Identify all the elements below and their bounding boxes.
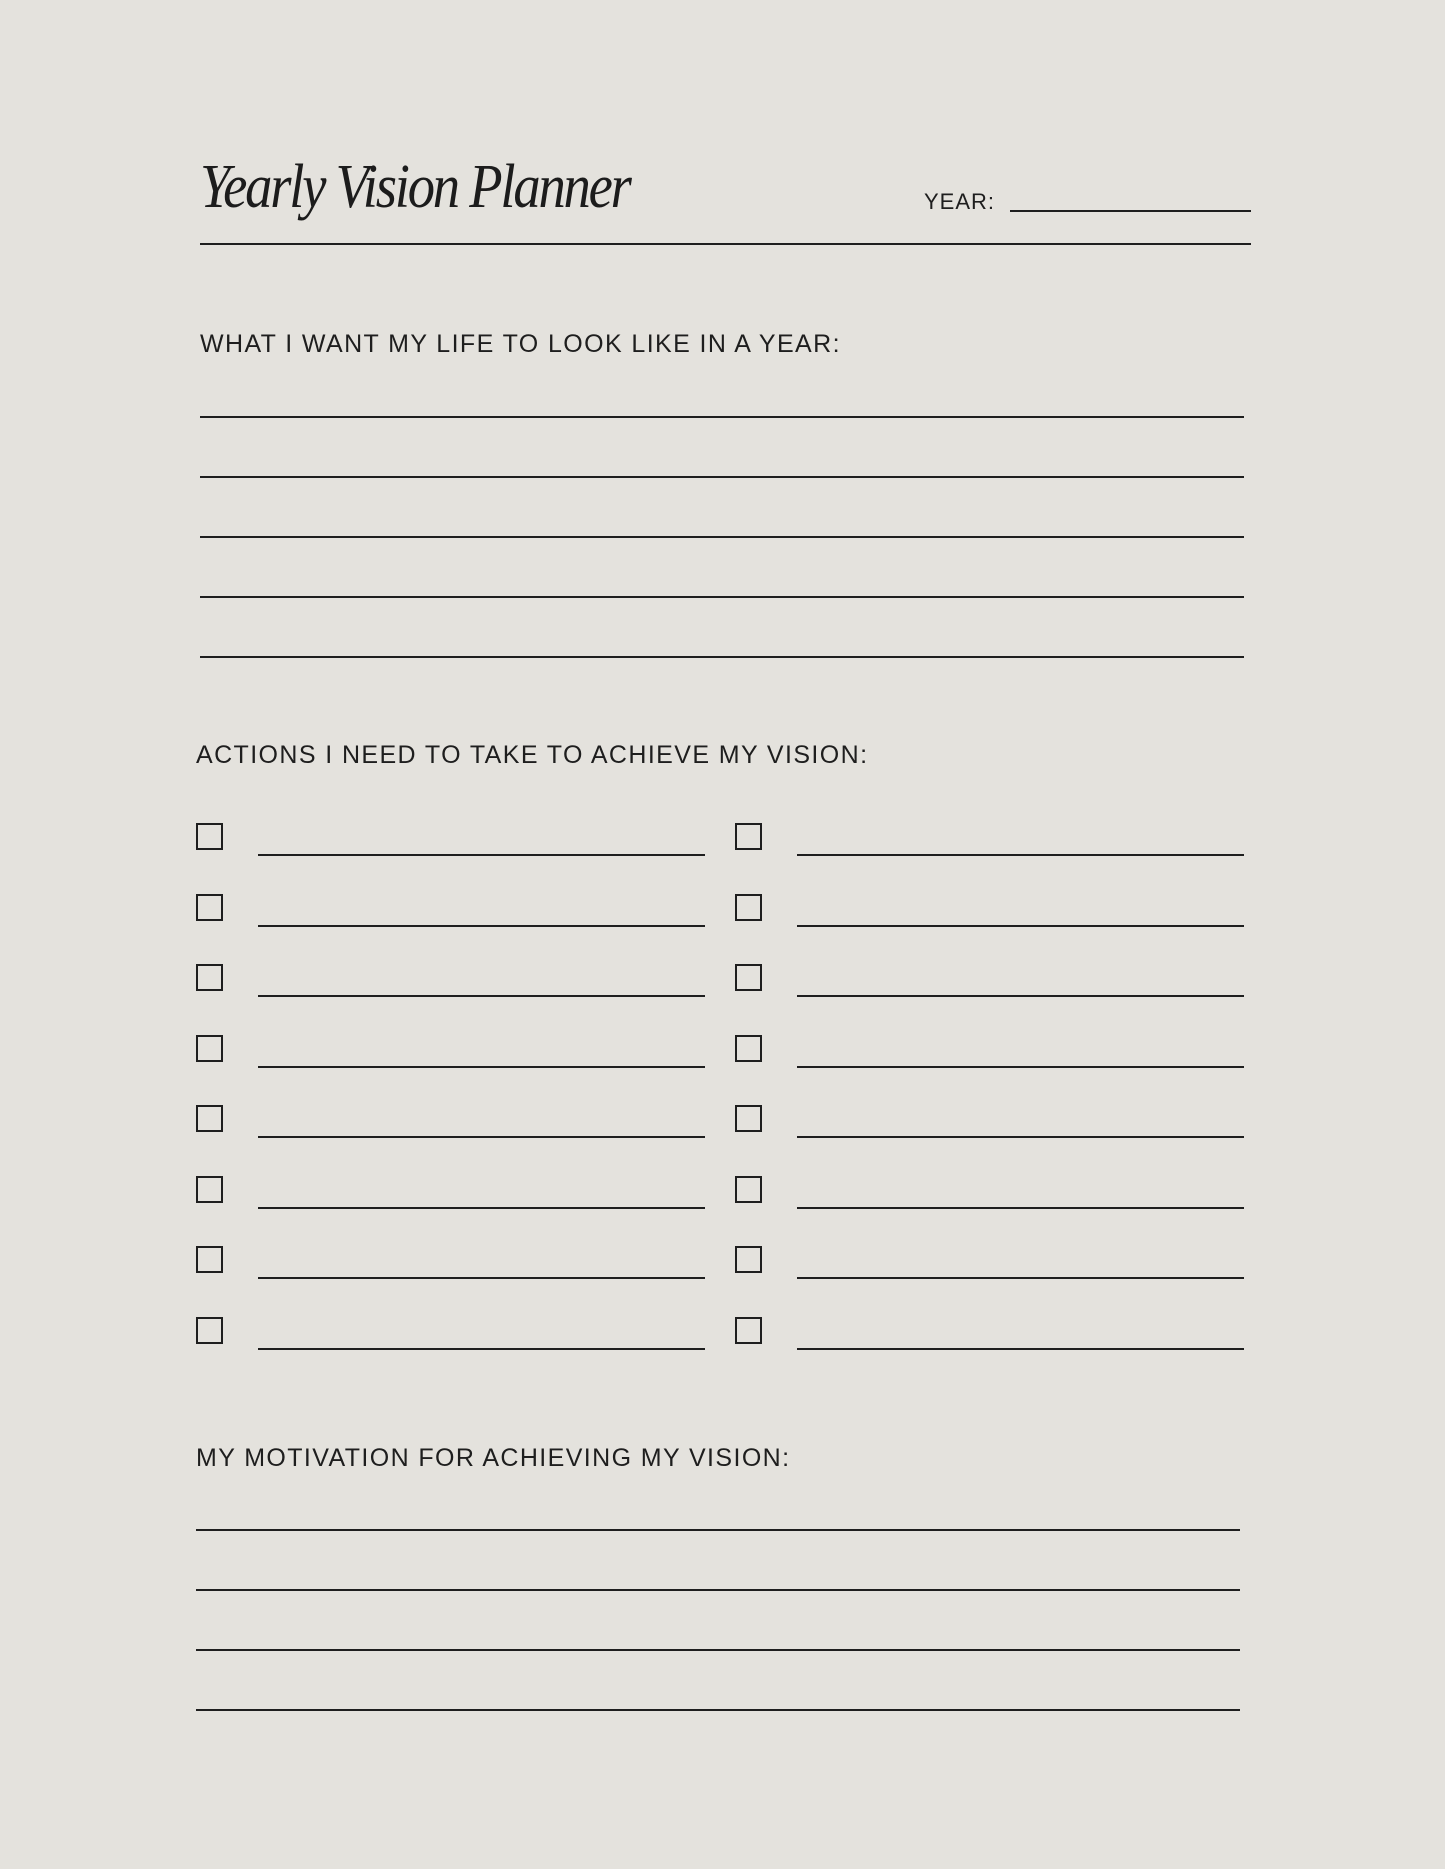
action-checkbox[interactable] — [196, 964, 223, 991]
action-writing-line[interactable] — [258, 995, 705, 997]
action-checkbox[interactable] — [735, 1176, 762, 1203]
action-writing-line[interactable] — [797, 1277, 1244, 1279]
action-checkbox[interactable] — [196, 1105, 223, 1132]
motivation-section-heading: MY MOTIVATION FOR ACHIEVING MY VISION: — [196, 1444, 791, 1472]
action-writing-line[interactable] — [258, 1207, 705, 1209]
action-checkbox[interactable] — [196, 894, 223, 921]
vision-writing-line[interactable] — [200, 536, 1244, 538]
action-checkbox[interactable] — [735, 894, 762, 921]
action-writing-line[interactable] — [797, 854, 1244, 856]
action-checkbox[interactable] — [196, 1035, 223, 1062]
action-writing-line[interactable] — [797, 1066, 1244, 1068]
header-divider — [200, 243, 1251, 245]
action-checkbox[interactable] — [735, 964, 762, 991]
vision-section-heading: WHAT I WANT MY LIFE TO LOOK LIKE IN A YEAR: — [200, 330, 841, 358]
year-label: YEAR: — [924, 189, 996, 214]
action-checkbox[interactable] — [735, 1105, 762, 1132]
actions-section-heading: ACTIONS I NEED TO TAKE TO ACHIEVE MY VISION: — [196, 741, 869, 769]
motivation-writing-line[interactable] — [196, 1709, 1240, 1711]
action-writing-line[interactable] — [797, 1136, 1244, 1138]
page-title: Yearly Vision Planner — [200, 153, 630, 221]
action-checkbox[interactable] — [196, 1176, 223, 1203]
vision-writing-line[interactable] — [200, 656, 1244, 658]
action-checkbox[interactable] — [735, 823, 762, 850]
action-checkbox[interactable] — [735, 1317, 762, 1344]
action-writing-line[interactable] — [258, 925, 705, 927]
action-writing-line[interactable] — [258, 1136, 705, 1138]
year-input-line[interactable] — [1010, 210, 1251, 212]
motivation-writing-line[interactable] — [196, 1589, 1240, 1591]
motivation-writing-line[interactable] — [196, 1649, 1240, 1651]
vision-writing-line[interactable] — [200, 596, 1244, 598]
action-checkbox[interactable] — [735, 1246, 762, 1273]
action-writing-line[interactable] — [797, 995, 1244, 997]
action-checkbox[interactable] — [196, 1246, 223, 1273]
action-writing-line[interactable] — [258, 1348, 705, 1350]
action-writing-line[interactable] — [797, 925, 1244, 927]
action-checkbox[interactable] — [196, 1317, 223, 1344]
vision-writing-line[interactable] — [200, 416, 1244, 418]
action-checkbox[interactable] — [735, 1035, 762, 1062]
action-writing-line[interactable] — [258, 1277, 705, 1279]
action-writing-line[interactable] — [797, 1348, 1244, 1350]
action-checkbox[interactable] — [196, 823, 223, 850]
action-writing-line[interactable] — [797, 1207, 1244, 1209]
action-writing-line[interactable] — [258, 854, 705, 856]
vision-writing-line[interactable] — [200, 476, 1244, 478]
motivation-writing-line[interactable] — [196, 1529, 1240, 1531]
action-writing-line[interactable] — [258, 1066, 705, 1068]
